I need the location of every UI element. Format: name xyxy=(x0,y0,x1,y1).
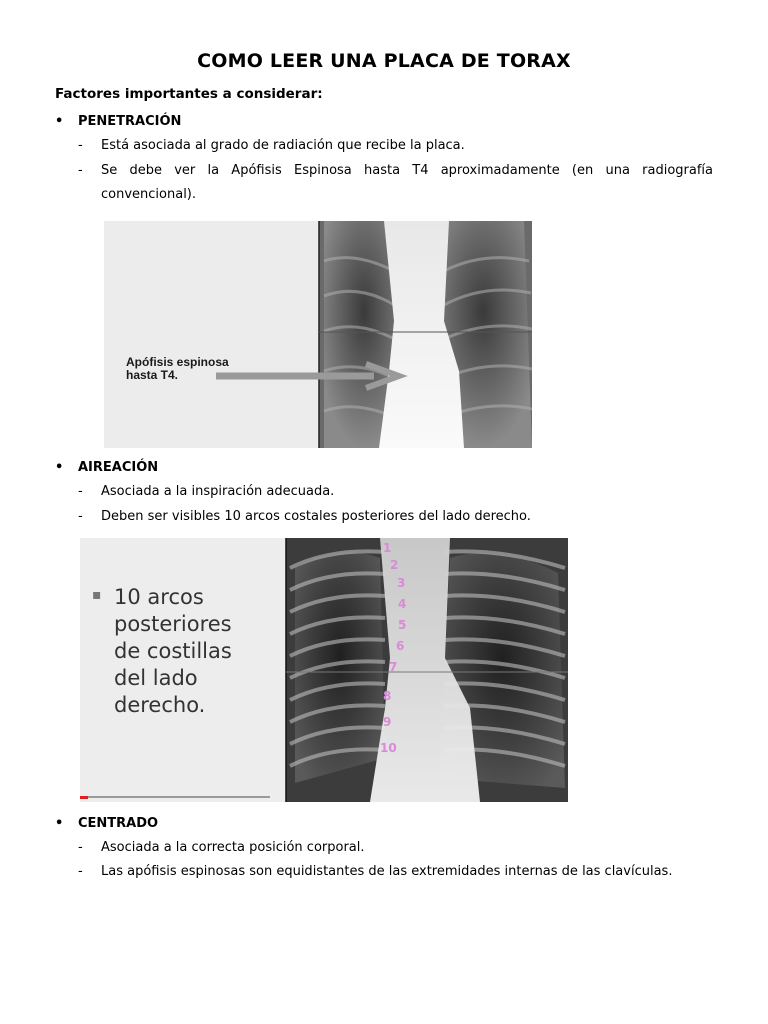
page-title: COMO LEER UNA PLACA DE TORAX xyxy=(197,50,571,72)
caption-line: 10 arcos xyxy=(114,585,204,609)
section-heading-centrado xyxy=(55,816,158,831)
section-heading-penetracion xyxy=(55,114,181,129)
section-heading-aireacion xyxy=(55,460,158,475)
bullet-icon: • xyxy=(55,114,64,129)
caption-line: hasta T4. xyxy=(126,368,179,382)
dash-icon: - xyxy=(78,509,83,524)
heading-text: CENTRADO xyxy=(78,816,159,831)
list-item xyxy=(78,134,713,158)
heading-text: AIREACIÓN xyxy=(78,460,159,475)
rib-number: 6 xyxy=(396,639,405,653)
rib-number: 7 xyxy=(389,660,398,674)
dash-icon: - xyxy=(78,864,83,879)
rib-number: 4 xyxy=(398,597,407,611)
list-item-text: Asociada a la inspiración adecuada. xyxy=(101,484,335,499)
rib-number: 8 xyxy=(383,689,392,703)
rib-number: 10 xyxy=(380,741,397,755)
caption-line: del lado xyxy=(114,666,198,690)
bullet-icon: • xyxy=(55,816,64,831)
list-item-text: Se debe ver la Apófisis Espinosa hasta T4 aproximadamente (en una radiografía convencional). xyxy=(101,163,713,202)
list-item-text: Las apófisis espinosas son equidistantes de las extremidades internas de las clavículas. xyxy=(101,864,673,879)
xray-figure-aireacion xyxy=(80,538,568,802)
list-item xyxy=(78,836,713,860)
rib-number: 2 xyxy=(390,558,399,572)
dash-icon: - xyxy=(78,840,83,855)
xray-image xyxy=(104,221,532,448)
xray-figure-penetracion xyxy=(104,221,532,448)
heading-text: PENETRACIÓN xyxy=(78,114,182,129)
dash-icon: - xyxy=(78,163,83,178)
caption-line: de costillas xyxy=(114,639,232,663)
rib-number-labels xyxy=(80,538,568,802)
dash-icon: - xyxy=(78,138,83,153)
list-item-text: Asociada a la correcta posición corporal. xyxy=(101,840,365,855)
square-bullet-icon: ▪ xyxy=(92,587,102,603)
list-item xyxy=(78,860,713,884)
list-item xyxy=(78,159,713,207)
section-subtitle: Factores importantes a considerar: xyxy=(55,86,323,102)
rib-number: 5 xyxy=(398,618,407,632)
rib-number: 3 xyxy=(397,576,406,590)
list-item xyxy=(78,505,713,529)
list-item xyxy=(78,480,713,504)
caption-line: derecho. xyxy=(114,693,206,717)
bullet-icon: • xyxy=(55,460,64,475)
figure-caption xyxy=(126,356,229,382)
rib-number: 1 xyxy=(383,541,392,555)
rib-number: 9 xyxy=(383,715,392,729)
caption-line: Apófisis espinosa xyxy=(126,355,229,369)
caption-line: posteriores xyxy=(114,612,232,636)
list-item-text: Deben ser visibles 10 arcos costales posteriores del lado derecho. xyxy=(101,509,531,524)
dash-icon: - xyxy=(78,484,83,499)
list-item-text: Está asociada al grado de radiación que recibe la placa. xyxy=(101,138,465,153)
